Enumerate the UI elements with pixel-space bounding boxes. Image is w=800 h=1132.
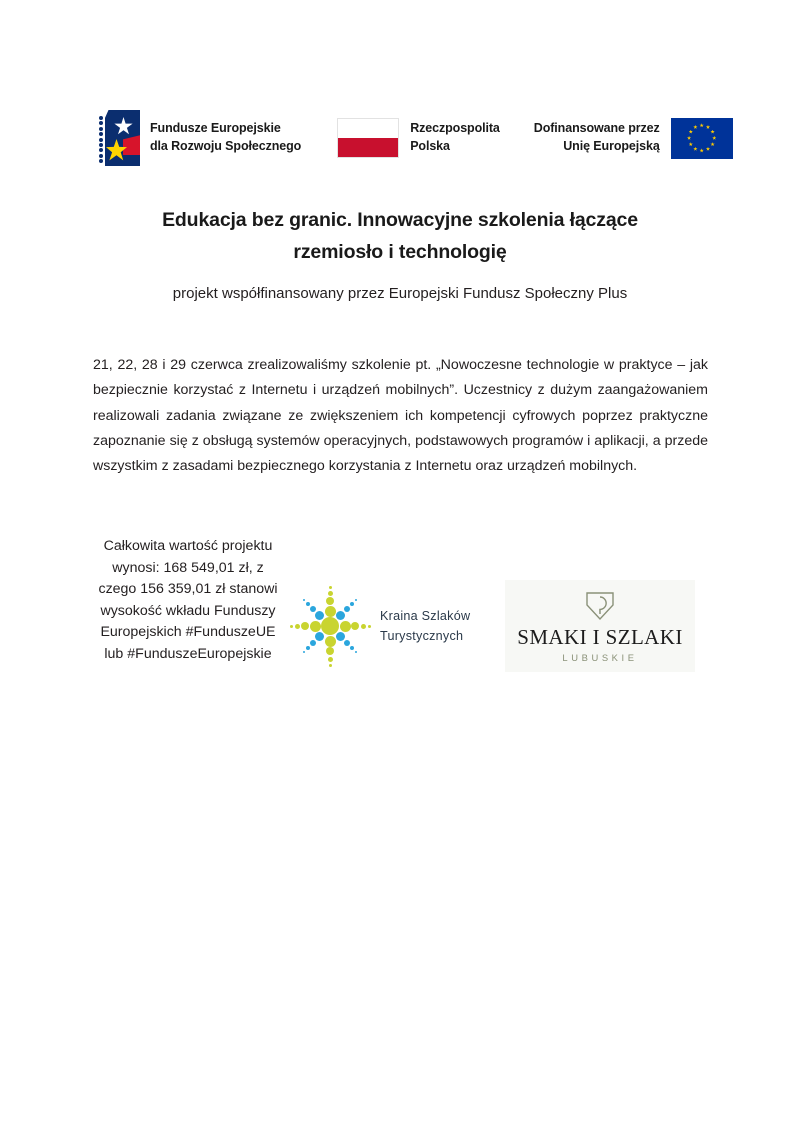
eu-funding-banner (98, 105, 698, 171)
dofinansowane-przez-ue-logo (534, 105, 733, 171)
eu-line-1: Dofinansowane przez (533, 121, 660, 136)
eu-funds-flag-star-icon (98, 110, 140, 166)
kraina-line-1: Kraina Szlaków (380, 608, 471, 623)
page-subtitle: projekt współfinansowany przez Europejski Fundusz Społeczny Plus (172, 285, 628, 302)
poland-label (410, 120, 500, 156)
rzeczpospolita-polska-logo (337, 105, 500, 171)
title-line-2: rzemiosło i technologię (293, 240, 507, 263)
funding-note: Całkowita wartość projektu wynosi: 168 549,01 zł, z czego 156 359,01 zł stanowi wysokość wkładu Funduszy Europejskich #FunduszeUE lub #FunduszeEuropejskie (98, 538, 278, 662)
eu-label (534, 120, 660, 156)
body-paragraph: 21, 22, 28 i 29 czerwca zrealizowaliśmy szkolenie pt. „Nowoczesne technologie w praktyce – jak bezpiecznie korzystać z Internetu i urządzeń mobilnych”. Uczestnicy z dużym zaangażowaniem realizowali zadania związane ze zwiększeniem ich kompetencji cyfrowych poprzez praktyczne zapoznanie się z obsługą systemów operacyjnych, podstawowych programów i aplikacji, a przede wszystkim z zasadami bezpiecznego korzystania z Internetu oraz urządzeń mobilnych. (93, 357, 708, 475)
funds-line-1: Fundusze Europejskie (150, 121, 281, 136)
diamond-emblem-icon (580, 590, 620, 624)
smaki-subtitle: LUBUSKIE (562, 651, 638, 663)
title-line-1: Edukacja bez granic. Innowacyjne szkolenia łączące (162, 209, 638, 231)
european-union-flag-icon (671, 118, 733, 159)
sunburst-icon (288, 584, 372, 668)
poland-line-2: Polska (410, 139, 450, 153)
smaki-wordmark: SMAKI I SZLAKI (517, 624, 683, 649)
smaki-i-szlaki-lubuskie-logo (505, 580, 695, 672)
funds-line-2: dla Rozwoju Społecznego (150, 139, 302, 153)
eu-line-2: Unię Europejską (563, 139, 660, 153)
kraina-line-2: Turystycznych (380, 629, 464, 643)
poland-flag-icon (337, 118, 399, 158)
kraina-label (380, 606, 470, 647)
fundusze-europejskie-label (150, 120, 301, 156)
page-title (100, 205, 700, 268)
poland-line-1: Rzeczpospolita (410, 121, 500, 136)
kraina-szlakow-turystycznych-logo (288, 584, 488, 668)
fundusze-europejskie-logo (98, 105, 301, 171)
funding-and-partners-row (93, 536, 708, 686)
